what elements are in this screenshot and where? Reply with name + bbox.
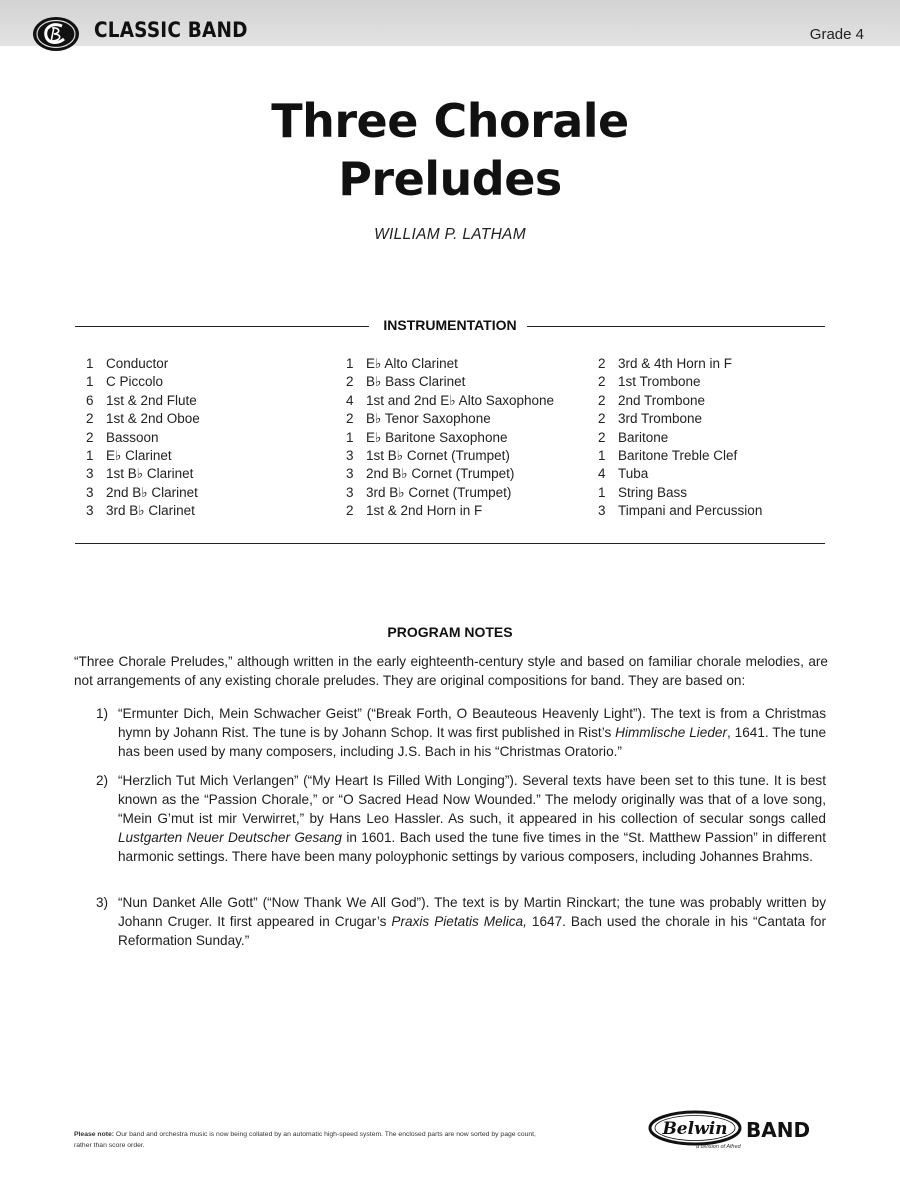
instrumentation-header <box>75 316 825 336</box>
instrument-name: 3rd B♭ Clarinet <box>106 503 195 519</box>
note-body <box>118 704 826 761</box>
belwin-subtitle: a division of Alfred <box>696 1144 741 1150</box>
instrument-name: 2nd Trombone <box>618 392 706 408</box>
instrument-name: Timpani and Percussion <box>618 503 763 519</box>
instrument-quantity: 2 <box>598 411 606 427</box>
instrument-name: Bassoon <box>106 429 159 445</box>
instrument-quantity: 3 <box>598 503 606 519</box>
instrument-row <box>86 410 336 428</box>
belwin-band-text: BAND <box>746 1118 811 1142</box>
instrument-quantity: 2 <box>346 374 354 390</box>
program-notes-heading: PROGRAM NOTES <box>387 624 513 640</box>
instrument-name: Tuba <box>618 466 649 482</box>
instrument-name: 1st Trombone <box>618 374 701 390</box>
instrument-quantity: 2 <box>598 374 606 390</box>
instrument-name: C Piccolo <box>106 374 164 390</box>
instrument-name: 3rd B♭ Cornet (Trumpet) <box>366 484 512 500</box>
instrument-row <box>86 447 336 465</box>
instrument-name: String Bass <box>618 484 688 500</box>
program-note <box>96 704 826 761</box>
instrument-name: Baritone Treble Clef <box>618 447 738 463</box>
instrument-row <box>598 392 828 410</box>
footer-note-label: Please note: <box>74 1131 115 1138</box>
belwin-oval-logo-icon <box>648 1110 742 1146</box>
instrumentation-bottom-divider <box>75 543 825 544</box>
instrument-name: 2nd B♭ Clarinet <box>106 484 198 500</box>
instrumentation-column-1 <box>86 355 336 521</box>
instrument-name: 1st & 2nd Flute <box>106 392 197 408</box>
instrument-quantity: 6 <box>86 392 94 408</box>
instrument-name: Baritone <box>618 429 669 445</box>
instrumentation-column-2 <box>346 355 596 521</box>
instrument-quantity: 4 <box>598 466 606 482</box>
program-note <box>96 893 826 950</box>
instrument-row <box>346 502 596 520</box>
instrumentation-heading: INSTRUMENTATION <box>383 317 517 333</box>
instrument-row <box>598 410 828 428</box>
instrument-row <box>86 484 336 502</box>
instrument-quantity: 2 <box>598 429 606 445</box>
instrument-row <box>346 373 596 391</box>
instrument-name: 3rd & 4th Horn in F <box>618 356 733 371</box>
instrument-row <box>598 484 828 502</box>
footer-note <box>74 1129 554 1151</box>
note-text: “Nun Danket Alle Gott” (“Now Thank We All God”). The text is by Martin Rinckart; the tune was probably written by Johann Cruger. It first appeared in Crugar’s <box>118 895 826 929</box>
instrument-name: B♭ Tenor Saxophone <box>366 411 491 427</box>
instrument-quantity: 3 <box>86 484 94 500</box>
divider-right <box>527 326 825 327</box>
note-text: , 1641. The tune has been used by many composers, including J.S. Bach in his “Christmas Oratorio.” <box>118 725 826 759</box>
instrument-quantity: 2 <box>86 411 94 427</box>
instrument-quantity: 1 <box>86 447 94 463</box>
belwin-band-logo <box>648 1110 828 1152</box>
instrument-row <box>598 465 828 483</box>
note-text: “Ermunter Dich, Mein Schwacher Geist” (“Break Forth, O Beauteous Heavenly Light”). The text is from a Christmas hymn by Johann Rist. The tune is by Johann Schop. It was first published in Rist’s <box>118 706 826 740</box>
instrumentation-column-3 <box>598 355 828 521</box>
note-number: 2) <box>96 773 109 788</box>
note-number: 1) <box>96 706 109 721</box>
note-italic-title: Himmlische Lieder <box>615 725 728 740</box>
note-italic-title: Praxis Pietatis Melica, <box>391 914 527 929</box>
instrument-name: E♭ Alto Clarinet <box>366 356 458 371</box>
instrument-row <box>346 465 596 483</box>
instrument-name: 3rd Trombone <box>618 411 703 427</box>
instrument-quantity: 1 <box>86 374 94 390</box>
instrument-name: Conductor <box>106 356 169 371</box>
instrument-name: 1st B♭ Cornet (Trumpet) <box>366 447 510 463</box>
note-text: “Herzlich Tut Mich Verlangen” (“My Heart Is Filled With Longing”). Several texts have been set to this tune. It is best known as the “Passion Chorale,” or “O Sacred Head Now Wounded.” The melody originally was that of a love song, “Mein G’mut ist mir Verwirret,” by Hans Leo Hassler. As such, it appeared in his collection of secular songs called <box>118 773 826 826</box>
composer-name: WILLIAM P. LATHAM <box>374 226 526 243</box>
program-notes-intro: “Three Chorale Preludes,” although written in the early eighteenth-century style and based on familiar chorale melodies, are not arrangements of any existing chorale preludes. They are original compositions for band. They are based on: <box>74 654 828 688</box>
note-body <box>118 893 826 950</box>
instrument-quantity: 2 <box>598 392 606 408</box>
instrument-row <box>598 429 828 447</box>
instrument-row <box>598 355 828 373</box>
instrument-row <box>86 502 336 520</box>
instrument-quantity: 1 <box>598 484 606 500</box>
instrument-row <box>598 447 828 465</box>
grade-label: Grade 4 <box>809 26 864 43</box>
instrument-quantity: 1 <box>346 429 354 445</box>
instrument-row <box>86 355 336 373</box>
instrument-quantity: 2 <box>598 356 606 371</box>
note-text: in 1601. Bach used the tune five times in the “St. Matthew Passion” in different harmonic settings. There have been many poloyphonic settings by various composers, including Johannes Brahms. <box>118 830 826 864</box>
instrument-quantity: 2 <box>346 503 354 519</box>
note-text: 1647. Bach used the chorale in his “Cantata for Reformation Sunday.” <box>118 914 826 948</box>
note-body <box>118 771 826 866</box>
instrument-quantity: 2 <box>86 429 94 445</box>
instrument-row <box>346 355 596 373</box>
instrument-quantity: 3 <box>86 466 94 482</box>
instrument-quantity: 1 <box>346 356 354 371</box>
instrument-row <box>346 392 596 410</box>
instrument-row <box>346 447 596 465</box>
instrument-quantity: 3 <box>346 447 354 463</box>
instrument-name: 2nd B♭ Cornet (Trumpet) <box>366 466 515 482</box>
belwin-script-text: Belwin <box>662 1119 728 1139</box>
instrument-quantity: 1 <box>598 447 606 463</box>
note-number: 3) <box>96 895 109 910</box>
instrument-quantity: 1 <box>86 356 94 371</box>
instrument-name: E♭ Baritone Saxophone <box>366 429 508 445</box>
instrument-name: 1st B♭ Clarinet <box>106 466 194 482</box>
instrument-row <box>598 373 828 391</box>
series-title: CLASSIC BAND <box>94 18 248 42</box>
instrument-row <box>86 392 336 410</box>
instrument-quantity: 2 <box>346 411 354 427</box>
instrument-row <box>86 465 336 483</box>
instrument-name: B♭ Bass Clarinet <box>366 374 466 390</box>
program-note <box>96 771 826 866</box>
page-title <box>0 92 900 208</box>
classic-band-logo-icon <box>32 14 80 54</box>
instrument-row <box>86 373 336 391</box>
instrument-row <box>346 484 596 502</box>
instrument-row <box>598 502 828 520</box>
footer-note-text: Our band and orchestra music is now being collated by an automatic high-speed system. The enclosed parts are now sorted by page count, rather than score order. <box>74 1131 536 1149</box>
instrument-name: 1st & 2nd Horn in F <box>366 503 483 519</box>
instrument-name: E♭ Clarinet <box>106 447 172 463</box>
instrument-name: 1st and 2nd E♭ Alto Saxophone <box>366 392 555 408</box>
title-line-1: Three Chorale <box>271 94 629 148</box>
instrument-row <box>86 429 336 447</box>
instrument-name: 1st & 2nd Oboe <box>106 411 200 427</box>
instrument-row <box>346 429 596 447</box>
instrument-row <box>346 410 596 428</box>
instrument-quantity: 4 <box>346 392 354 408</box>
instrument-quantity: 3 <box>346 466 354 482</box>
instrument-quantity: 3 <box>346 484 354 500</box>
title-line-2: Preludes <box>338 152 562 206</box>
note-italic-title: Lustgarten Neuer Deutscher Gesang <box>118 830 342 845</box>
instrument-quantity: 3 <box>86 503 94 519</box>
